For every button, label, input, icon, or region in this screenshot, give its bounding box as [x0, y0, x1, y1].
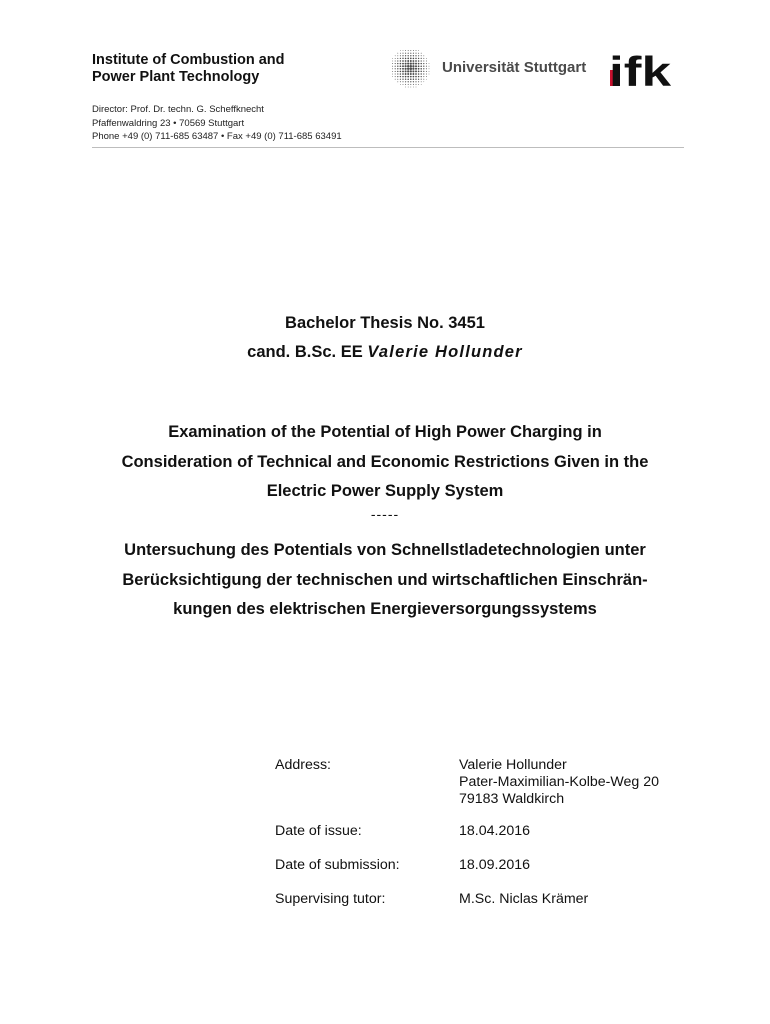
- logo-dot: [426, 79, 427, 80]
- logo-dot: [423, 76, 424, 77]
- logo-dot: [400, 53, 401, 54]
- title-english-line3: Electric Power Supply System: [266, 482, 504, 500]
- logo-dot: [400, 76, 401, 77]
- logo-dot: [418, 53, 419, 54]
- title-german-line3: kungen des elektrischen Energieversorgungssystems: [173, 600, 597, 618]
- logo-dot: [413, 84, 414, 85]
- address-label: Address:: [275, 757, 331, 773]
- logo-dot: [418, 71, 420, 73]
- logo-dot: [415, 63, 417, 65]
- institute-name: [92, 52, 285, 86]
- logo-dot: [397, 79, 398, 80]
- logo-dot: [413, 55, 414, 56]
- logo-dot: [420, 63, 421, 64]
- phone-line: Phone +49 (0) 711-685 63487 • Fax +49 (0) 711-685 63491: [92, 131, 342, 142]
- logo-dot: [423, 73, 424, 74]
- logo-dot: [415, 73, 417, 75]
- logo-dot: [403, 50, 404, 51]
- logo-dot: [402, 73, 404, 75]
- logo-dot: [426, 66, 427, 67]
- logo-dot: [408, 50, 409, 51]
- logo-dot: [407, 65, 409, 67]
- logo-dot: [413, 78, 414, 79]
- logo-dot: [413, 81, 414, 82]
- candidate-degree: cand. B.Sc. EE: [247, 343, 363, 361]
- logo-dot: [397, 73, 398, 74]
- submission-date-value: 18.09.2016: [459, 857, 531, 873]
- logo-dot: [400, 60, 401, 61]
- logo-dot: [405, 70, 407, 72]
- logo-dot: [416, 50, 417, 51]
- logo-dot: [400, 79, 401, 80]
- logo-dot: [392, 74, 393, 75]
- logo-dot: [413, 53, 414, 54]
- logo-dot: [418, 55, 419, 56]
- issue-date-value: 18.04.2016: [459, 823, 531, 839]
- street-line: Pfaffenwaldring 23 • 70569 Stuttgart: [92, 117, 245, 129]
- logo-dot: [423, 68, 424, 69]
- logo-dot: [397, 68, 398, 69]
- logo-dot: [407, 58, 409, 60]
- logo-dot: [402, 68, 404, 70]
- logo-dot: [405, 58, 407, 60]
- logo-dot: [400, 73, 402, 75]
- logo-dot: [423, 66, 424, 67]
- logo-dot: [397, 65, 398, 66]
- logo-dot: [407, 55, 408, 56]
- logo-dot: [405, 76, 407, 78]
- logo-dot: [423, 81, 424, 82]
- header-divider: [92, 147, 684, 148]
- logo-dot: [418, 65, 420, 67]
- logo-dot: [400, 58, 401, 59]
- title-german: [60, 536, 710, 625]
- logo-dot: [392, 71, 393, 72]
- director-line: Director: Prof. Dr. techn. G. Scheffknecht: [92, 104, 264, 115]
- logo-dot: [397, 71, 398, 72]
- logo-dot: [413, 58, 415, 60]
- logo-dot: [410, 60, 412, 62]
- logo-dot: [392, 76, 393, 77]
- logo-dot: [418, 84, 419, 85]
- submission-date-label: Date of submission:: [275, 857, 400, 873]
- logo-dot: [429, 71, 430, 72]
- logo-dot: [418, 60, 420, 62]
- logo-dot: [420, 71, 421, 72]
- logo-dot: [405, 87, 406, 88]
- university-dot-sphere-icon: [388, 46, 432, 90]
- logo-dot: [395, 68, 396, 69]
- logo-dot: [418, 81, 419, 82]
- institute-name-line2: Power Plant Technology: [92, 69, 260, 85]
- logo-dot: [395, 71, 396, 72]
- logo-dot: [410, 87, 411, 88]
- logo-dot: [418, 68, 420, 70]
- logo-dot: [405, 50, 406, 51]
- logo-dot: [410, 81, 411, 82]
- logo-dot: [400, 81, 401, 82]
- address-line-name: Valerie Hollunder: [459, 757, 567, 773]
- logo-dot: [405, 84, 406, 85]
- thesis-number: Bachelor Thesis No. 3451: [285, 314, 485, 332]
- logo-dot: [405, 68, 407, 70]
- logo-dot: [397, 55, 398, 56]
- logo-dot: [410, 76, 412, 78]
- logo-dot: [412, 68, 414, 70]
- logo-dot: [420, 65, 422, 67]
- logo-dot: [426, 63, 427, 64]
- logo-dot: [408, 53, 409, 54]
- address-value: [459, 757, 659, 808]
- title-english-line1: Examination of the Potential of High Power Charging in: [168, 423, 602, 441]
- logo-dot: [405, 78, 406, 79]
- logo-dot: [400, 63, 402, 65]
- tutor-label: Supervising tutor:: [275, 891, 386, 907]
- logo-dot: [412, 73, 414, 75]
- logo-dot: [402, 70, 404, 72]
- logo-dot: [423, 63, 424, 64]
- logo-dot: [423, 71, 424, 72]
- university-name: Universität Stuttgart: [442, 59, 587, 76]
- logo-dot: [421, 79, 422, 80]
- logo-dot: [421, 55, 422, 56]
- logo-dot: [405, 63, 407, 65]
- logo-dot: [410, 78, 412, 80]
- logo-dot: [412, 65, 414, 67]
- logo-dot: [415, 70, 417, 72]
- logo-dot: [405, 53, 406, 54]
- institute-name-line1: Institute of Combustion and: [92, 52, 285, 68]
- tutor-value: M.Sc. Niclas Krämer: [459, 891, 589, 907]
- logo-dot: [402, 81, 403, 82]
- logo-dot: [421, 53, 422, 54]
- logo-dot: [403, 84, 404, 85]
- title-german-line2: Berücksichtigung der technischen und wirtschaftlichen Einschrän-: [122, 570, 648, 589]
- logo-dot: [407, 70, 409, 72]
- logo-dot: [400, 65, 402, 67]
- logo-dot: [426, 61, 427, 62]
- logo-dot: [415, 65, 417, 67]
- logo-dot: [412, 60, 414, 62]
- logo-dot: [421, 81, 422, 82]
- logo-dot: [402, 58, 403, 59]
- logo-dot: [415, 76, 417, 78]
- logo-dot: [402, 60, 404, 62]
- logo-dot: [418, 76, 419, 77]
- logo-dot: [426, 71, 427, 72]
- logo-dot: [418, 50, 419, 51]
- logo-dot: [397, 53, 398, 54]
- logo-dot: [402, 79, 403, 80]
- logo-dot: [402, 63, 404, 65]
- logo-dot: [405, 55, 406, 56]
- logo-dot: [397, 63, 398, 64]
- logo-dot: [407, 78, 409, 80]
- logo-dot: [395, 66, 396, 67]
- logo-dot: [405, 73, 407, 75]
- logo-dot: [418, 58, 419, 59]
- logo-dot: [395, 55, 396, 56]
- ifk-logo-icon: [606, 46, 674, 90]
- logo-dot: [408, 81, 409, 82]
- logo-dot: [407, 73, 409, 75]
- logo-dot: [426, 68, 427, 69]
- logo-dot: [426, 58, 427, 59]
- logo-dot: [410, 63, 412, 65]
- logo-dot: [402, 55, 403, 56]
- logo-dot: [395, 58, 396, 59]
- logo-dot: [402, 65, 404, 67]
- logo-dot: [407, 76, 409, 78]
- logo-dot: [400, 84, 401, 85]
- title-english: [60, 418, 710, 507]
- logo-dot: [407, 63, 409, 65]
- logo-dot: [421, 73, 422, 74]
- logo-dot: [392, 68, 393, 69]
- logo-dot: [421, 84, 422, 85]
- logo-dot: [410, 65, 412, 67]
- logo-dot: [400, 55, 401, 56]
- logo-dot: [415, 58, 417, 60]
- title-german-line1: Untersuchung des Potentials von Schnellstladetechnologien unter: [124, 541, 646, 559]
- logo-dot: [400, 68, 402, 70]
- logo-dot: [415, 81, 416, 82]
- logo-dot: [413, 87, 414, 88]
- logo-dot: [423, 79, 424, 80]
- logo-dot: [415, 53, 416, 54]
- title-english-line2: Consideration of Technical and Economic Restrictions Given in the: [121, 452, 649, 471]
- logo-dot: [423, 55, 424, 56]
- logo-dot: [408, 87, 409, 88]
- logo-dot: [421, 60, 422, 61]
- logo-dot: [395, 73, 396, 74]
- candidate-line: [60, 343, 710, 362]
- logo-dot: [415, 68, 417, 70]
- university-logo: [388, 46, 598, 90]
- logo-dot: [410, 58, 412, 60]
- logo-dot: [410, 70, 412, 72]
- logo-dot: [429, 74, 430, 75]
- logo-dot: [407, 60, 409, 62]
- logo-dot: [392, 58, 393, 59]
- logo-dot: [410, 84, 411, 85]
- logo-dot: [400, 71, 402, 73]
- logo-dot: [423, 60, 424, 61]
- address-line-street: Pater-Maximilian-Kolbe-Weg 20: [459, 774, 660, 790]
- logo-dot: [395, 60, 396, 61]
- logo-dot: [408, 84, 409, 85]
- logo-dot: [395, 76, 396, 77]
- logo-dot: [410, 68, 413, 71]
- logo-dot: [392, 61, 393, 62]
- logo-dot: [415, 60, 417, 62]
- logo-dot: [402, 76, 404, 78]
- logo-dot: [413, 76, 415, 78]
- logo-dot: [397, 76, 398, 77]
- logo-dot: [426, 74, 427, 75]
- logo-dot: [418, 63, 420, 65]
- logo-dot: [407, 68, 409, 70]
- logo-dot: [397, 58, 398, 59]
- issue-date-label: Date of issue:: [275, 823, 362, 839]
- logo-dot: [410, 73, 412, 75]
- logo-dot: [429, 63, 430, 64]
- logo-dot: [429, 68, 430, 69]
- logo-dot: [402, 53, 403, 54]
- logo-dot: [395, 63, 396, 64]
- institute-details: [92, 103, 342, 144]
- logo-dot: [410, 55, 411, 56]
- logo-dot: [418, 73, 420, 75]
- logo-dot: [421, 76, 422, 77]
- logo-dot: [426, 76, 427, 77]
- logo-dot: [392, 66, 393, 67]
- logo-dot: [405, 81, 406, 82]
- logo-dot: [395, 79, 396, 80]
- logo-dot: [397, 81, 398, 82]
- logo-dot: [429, 66, 430, 67]
- logo-dot: [415, 55, 416, 56]
- candidate-author: Valerie Hollunder: [367, 343, 523, 361]
- logo-dot: [415, 79, 416, 80]
- logo-dot: [421, 58, 422, 59]
- address-line-city: 79183 Waldkirch: [459, 791, 565, 807]
- logo-dot: [412, 63, 414, 65]
- logo-dot: [410, 50, 411, 51]
- logo-dot: [416, 87, 417, 88]
- ifk-logo: [606, 46, 674, 90]
- title-separator: -----: [370, 506, 400, 522]
- logo-dot: [418, 79, 419, 80]
- logo-dot: [405, 65, 407, 67]
- logo-dot: [397, 60, 398, 61]
- logo-dot: [412, 70, 414, 72]
- logo-dot: [413, 50, 414, 51]
- logo-dot: [416, 84, 417, 85]
- logo-dot: [405, 60, 407, 62]
- logo-dot: [410, 53, 411, 54]
- logo-dot: [420, 68, 422, 70]
- logo-dot: [392, 63, 393, 64]
- logo-dot: [423, 58, 424, 59]
- ifk-logo-text: ifk: [609, 48, 672, 90]
- logo-dot: [400, 50, 401, 51]
